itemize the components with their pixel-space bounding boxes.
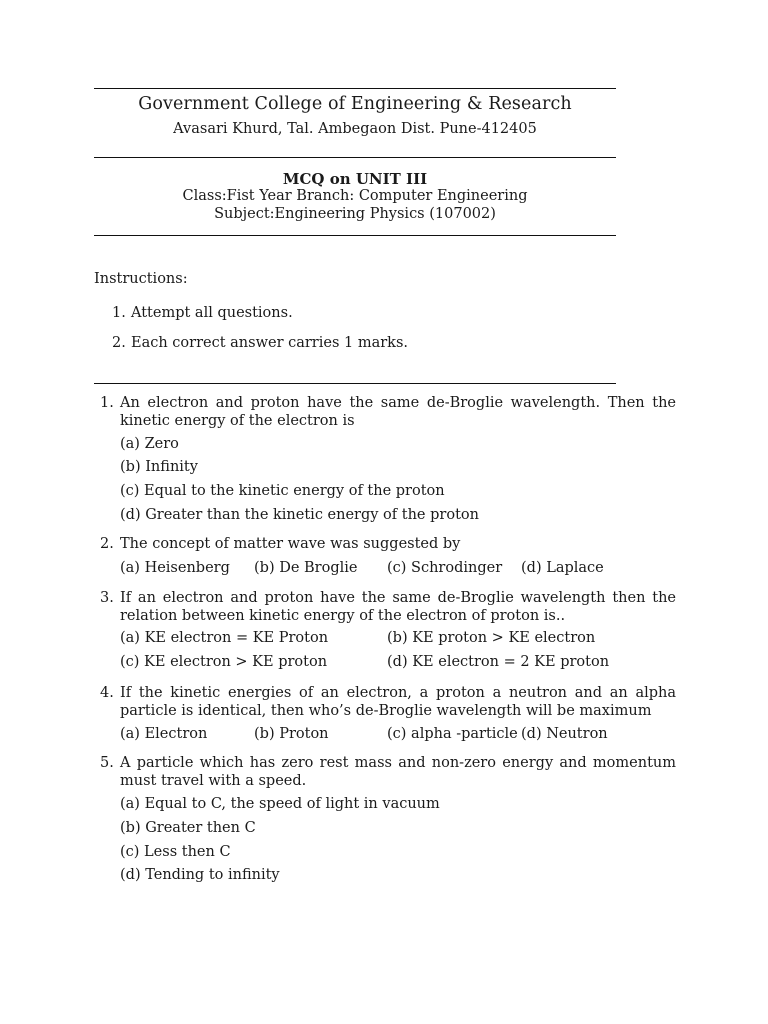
college-name: Government College of Engineering & Research [138, 94, 572, 114]
option: (d) Laplace [521, 560, 604, 576]
question-number: 2. [100, 536, 114, 552]
top-rule [94, 88, 616, 89]
option: (c) alpha -particle [387, 726, 518, 742]
question-number: 1. [100, 395, 114, 411]
instructions-divider [94, 383, 616, 384]
option: (c) KE electron > KE proton [120, 654, 328, 670]
instruction-number: 1. [112, 305, 126, 321]
instruction-number: 2. [112, 335, 126, 351]
question-number: 5. [100, 755, 114, 771]
option: (b) Infinity [120, 459, 198, 475]
instruction-text: Each correct answer carries 1 marks. [131, 335, 409, 351]
subject-line: Subject:Engineering Physics (107002) [214, 206, 496, 222]
option: (b) De Broglie [254, 560, 358, 576]
option: (c) Equal to the kinetic energy of the proton [120, 483, 445, 499]
class-branch-line: Class:Fist Year Branch: Computer Engineering [182, 188, 528, 204]
option: (d) KE electron = 2 KE proton [387, 654, 610, 670]
mcq-title: MCQ on UNIT III [282, 170, 428, 188]
option: (a) Equal to C, the speed of light in vacuum [120, 796, 440, 812]
question-text: A particle which has zero rest mass and non-zero energy and momentum must travel with a speed. [120, 755, 676, 789]
option: (d) Greater than the kinetic energy of the proton [120, 507, 479, 523]
instructions-heading: Instructions: [94, 271, 188, 287]
header-divider [94, 157, 616, 158]
option: (c) Schrodinger [387, 560, 503, 576]
option: (b) KE proton > KE electron [387, 630, 596, 646]
college-address: Avasari Khurd, Tal. Ambegaon Dist. Pune-412405 [173, 121, 537, 137]
question-text: An electron and proton have the same de-Broglie wavelength. Then the kinetic energy of the electron is [120, 395, 676, 429]
question-text: If the kinetic energies of an electron, a proton a neutron and an alpha particle is identical, then who’s de-Broglie wavelength will be maximum [120, 685, 676, 719]
option: (a) KE electron = KE Proton [120, 630, 329, 646]
header-bottom-rule [94, 235, 616, 236]
option: (a) Electron [120, 726, 208, 742]
option: (a) Heisenberg [120, 560, 230, 576]
question-number: 4. [100, 685, 114, 701]
option: (d) Neutron [521, 726, 608, 742]
option: (b) Greater then C [120, 820, 256, 836]
option: (b) Proton [254, 726, 329, 742]
option: (d) Tending to infinity [120, 867, 280, 883]
option: (c) Less then C [120, 844, 231, 860]
instruction-text: Attempt all questions. [131, 305, 293, 321]
question-number: 3. [100, 590, 114, 606]
question-text: If an electron and proton have the same de-Broglie wavelength then the relation between kinetic energy of the electron of proton is.. [120, 590, 676, 624]
option: (a) Zero [120, 436, 179, 452]
question-text: The concept of matter wave was suggested by [120, 536, 461, 552]
